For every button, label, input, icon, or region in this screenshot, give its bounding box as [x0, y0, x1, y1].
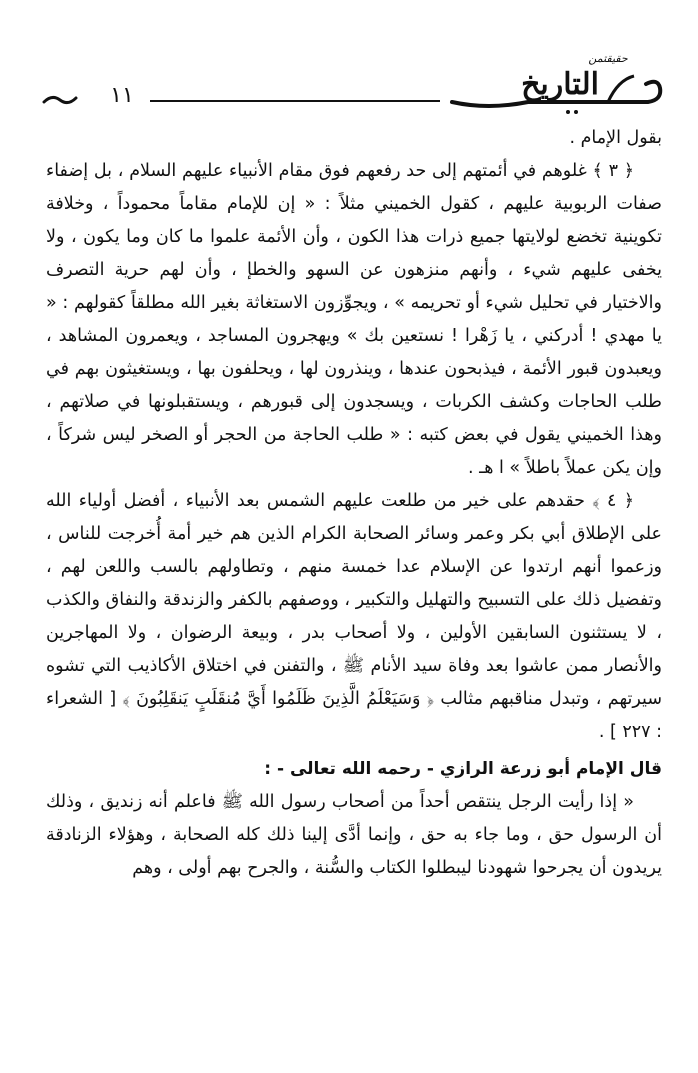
- logo-title: التاريخ: [521, 67, 599, 102]
- header-rule: [150, 100, 440, 102]
- paragraph-continuation: بقول الإمام .: [569, 128, 662, 148]
- page-body: [46, 122, 662, 885]
- paragraph-quote: « إذا رأيت الرجل ينتقص أحداً من أصحاب رسول الله ﷺ فاعلم أنه زنديق ، وذلك أن الرسول حق ، وما جاء به حق ، وإنما أدَّى إلينا ذلك كله الصحابة ، وهؤلاء الزنادقة يريدون أن يجرحوا شهودنا ليبطلوا الكتاب والسُّنة ، والجرح بهم أولى ، وهم: [46, 792, 662, 878]
- paragraph-point-4: ﴿ ٤ ﴾ حقدهم على خير من طلعت عليهم الشمس بعد الأنبياء ، أفضل أولياء الله على الإطلاق أبي بكر وعمر وسائر الصحابة الكرام الذين هم خير أمة أُخرجت للناس ، وزعموا أنهم ارتدوا عن الإسلام عدا خمسة منهم ، وتطاولهم بالسب واللعن لهم ، وتفضيل ذلك على التسبيح والتهليل والتكبير ، ووصفهم بالكفر والزندقة والنفاق والكذب ، لا يستثنون السابقين الأولين ، ولا أصحاب بدر ، وبيعة الرضوان ، ولا المهاجرين والأنصار ممن عاشوا بعد وفاة سيد الأنام ﷺ ، والتفنن في اختلاق الأكاذيب التي تشوه سيرتهم ، وتبدل مناقبهم مثالب ﴿ وَسَيَعْلَمُ الَّذِينَ ظَلَمُوا أَيَّ مُنقَلَبٍ يَنقَلِبُونَ ﴾ [ الشعراء : ٢٢٧ ] .: [46, 491, 662, 742]
- paragraph-point-3: ﴿ ٣ ﴾ غلوهم في أئمتهم إلى حد رفعهم فوق مقام الأنبياء عليهم السلام ، بل إضفاء صفات الربوبية عليهم ، كقول الخميني مثلاً : « إن للإمام مقاماً محموداً ، وخلافة تكوينية تخضع لولايتها جميع ذرات هذا الكون ، وأن الأئمة علموا ما كان وما يكون ، ولا يخفى عليهم شيء ، وأنهم منزهون عن السهو والخطإ ، وأن لهم حرية التصرف والاختيار في تحليل شيء أو تحريمه » ، ويجوِّزون الاستغاثة بغير الله مطلقاً كقولهم : « يا مهدي ! أدركني ، يا زَهْرا ! نستعين بك » ويهجرون المساجد ، ويعمرون المشاهد ، ويعبدون قبور الأئمة ، فيذبحون عندها ، وينذرون لها ، ويحلفون بها ، ويستغيثون بهم في طلب الحاجات وكشف الكربات ، ويسجدون إلى قبورهم ، ويستقبلونها في صلاتهم ، وهذا الخميني يقول في بعض كتبه : « طلب الحاجة من الحجر أو الصخر ليس شركاً ، وإن يكن عملاً باطلاً » ا هـ .: [46, 161, 662, 478]
- ornament-icon: [42, 92, 78, 108]
- section-title: قال الإمام أبو زرعة الرازي - رحمه الله تعالى - :: [264, 759, 662, 779]
- page-number: ١١: [110, 83, 134, 108]
- logo-subtitle: حقيقتمن: [588, 52, 628, 65]
- page-header: [30, 48, 680, 128]
